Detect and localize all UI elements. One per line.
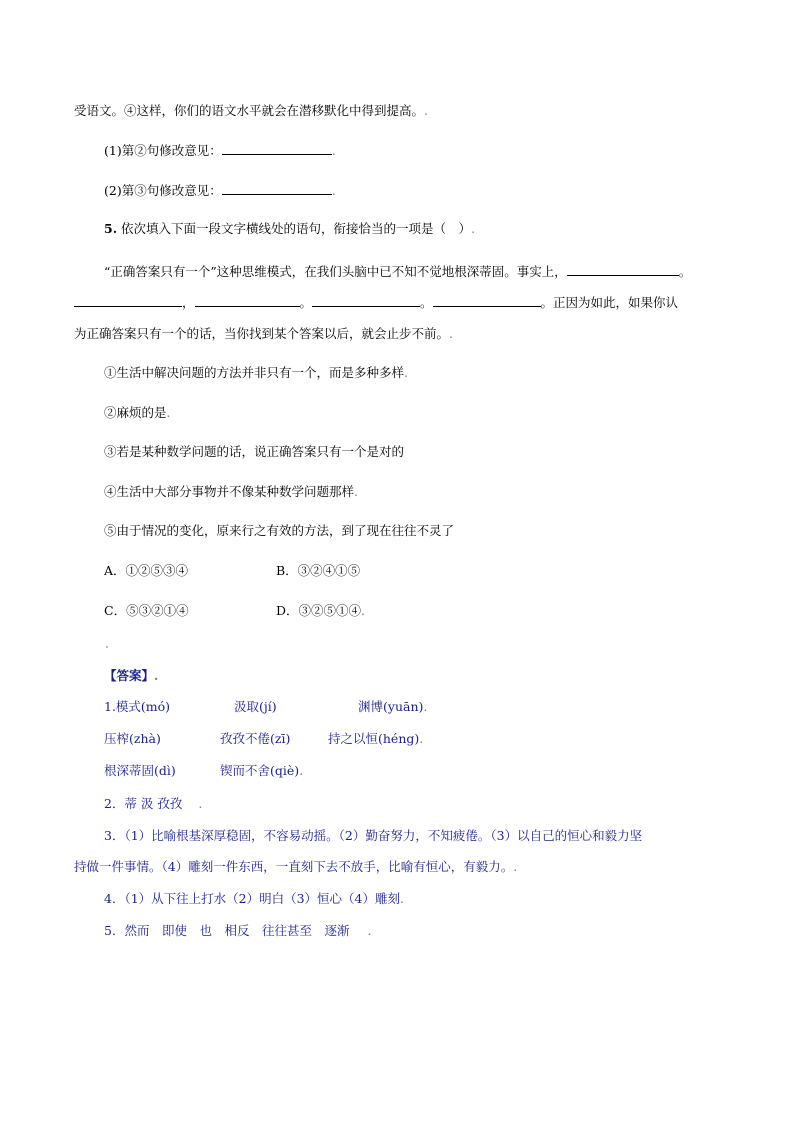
option-5: ⑤由于情况的变化，原来行之有效的方法，到了现在往往不灵了 [104, 523, 455, 538]
fill-blank-2[interactable] [74, 293, 182, 307]
choice-d[interactable]: D．③②⑤①④ [276, 603, 362, 618]
answer-header: 【答案】. [104, 668, 159, 683]
passage-line-1: 受语文。④这样，你们的语文水平就会在潜移默化中得到提高。. [74, 103, 428, 118]
answer-3-line-2: 持做一件事情。（4）雕刻一件东西，一直刻下去不放手，比喻有恒心，有毅力。. [74, 859, 518, 874]
answer-1-row-2: 压榨(zhà) 孜孜不倦(zī) 持之以恒(héng). [104, 731, 424, 746]
passage-line-b: ， 。 。 。正因为如此，如果你认 [74, 293, 678, 312]
option-4: ④生活中大部分事物并不像某种数学问题那样. [104, 484, 358, 499]
fill-blank-1[interactable] [567, 262, 679, 276]
answer-5: 5．然而 即使 也 相反 往往甚至 逐渐 . [104, 923, 372, 938]
fill-blank-3[interactable] [195, 293, 300, 307]
question-5-stem: 5. 依次填入下面一段文字横线处的语句，衔接恰当的一项是（ ）. [104, 221, 476, 236]
answer-3-line-1: 3．（1）比喻根基深厚稳固，不容易动摇。（2）勤奋努力，不知疲倦。（3）以自己的恒心和毅力坚 [104, 828, 643, 843]
answer-blank[interactable] [222, 181, 332, 195]
option-1: ①生活中解决问题的方法并非只有一个，而是多种多样. [104, 365, 408, 380]
question-modify-2: (2)第③句修改意见： . [104, 183, 336, 198]
option-3: ③若是某种数学问题的话，说正确答案只有一个是对的 [104, 444, 405, 459]
answer-blank[interactable] [222, 141, 332, 155]
answer-4: 4．（1）从下往上打水（2）明白（3）恒心（4）雕刻. [104, 891, 404, 906]
answer-2: 2．蒂 汲 孜孜 . [104, 796, 203, 811]
option-2: ②麻烦的是. [104, 405, 171, 420]
question-modify-1: (1)第②句修改意见： . [104, 143, 336, 158]
passage-line-a: “正确答案只有一个”这种思维模式，在我们头脑中已不知不觉地根深蒂固。事实上， 。 [104, 264, 692, 279]
choices-row-1 [104, 562, 360, 580]
answer-1-row-1: 1.模式(mó) 汲取(jí) 渊博(yuān). [104, 699, 428, 714]
passage-line-c: 为正确答案只有一个的话，当你找到某个答案以后，就会止步不前。. [74, 326, 453, 341]
choice-a[interactable]: A．①②⑤③④ [104, 563, 189, 578]
stray-dot [106, 646, 108, 648]
choices-row-2: C．⑤③②①④ D．③②⑤①④. [104, 603, 366, 618]
fill-blank-5[interactable] [433, 293, 541, 307]
choice-b[interactable]: B．③②④①⑤ [276, 563, 361, 578]
choice-c[interactable]: C．⑤③②①④ [104, 603, 189, 618]
fill-blank-4[interactable] [312, 293, 420, 307]
answer-1-row-3: 根深蒂固(dì) 锲而不舍(qiè). [104, 763, 304, 778]
